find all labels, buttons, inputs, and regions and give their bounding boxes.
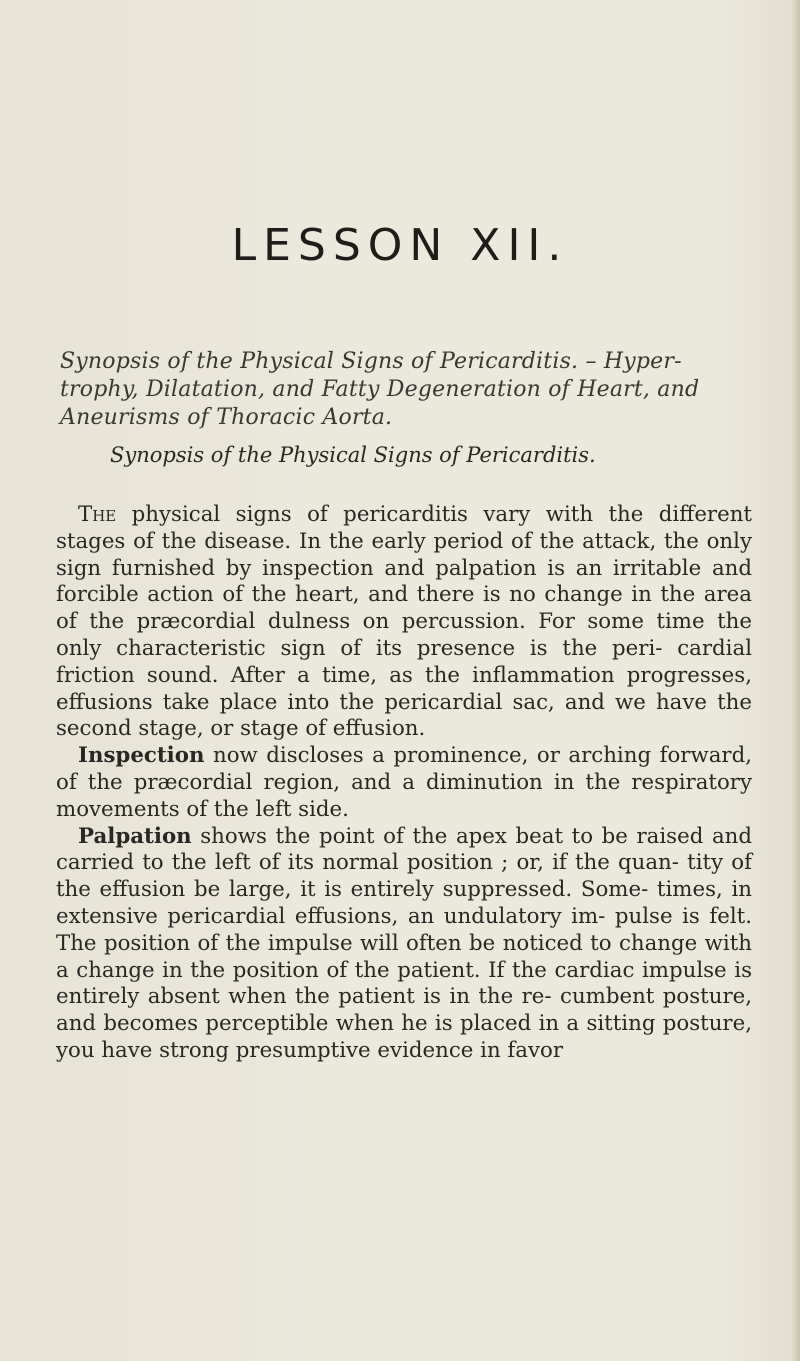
synopsis-header: Synopsis of the Physical Signs of Pericarditis. – Hyper- trophy, Dilatation, and Fatty Degeneration of Heart, and Aneurisms of Thoracic Aorta. (60, 349, 700, 430)
paragraph-lead: Inspection (78, 743, 205, 769)
paragraph-palpation (56, 824, 752, 1065)
paragraph-lead: Palpation (78, 823, 192, 849)
paragraph-text: shows the point of the apex beat to be raised and carried to the left of its normal position ; or, if the quan- tity of the effusion be large, it is entirely suppressed. Some- times, in extensive pericardial effusions, an undulatory im- pulse is felt. The position of the impulse will often be noticed to change with a change in the position of the patient. If the cardiac impulse is entirely absent when the patient is in the re- cumbent posture, and becomes perceptible when he is placed in a sitting posture, you have strong presumptive evidence in favor (56, 823, 752, 1063)
paragraph-lead: The (78, 502, 117, 527)
paragraph-text: physical signs of pericarditis vary with the different stages of the disease. In the early period of the attack, the only sign furnished by inspection and palpation is an irritable and forcible action of the heart, and there is no change in the area of the præcordial dulness on percussion. For some time the only characteristic sign of its presence is the peri- cardial friction sound. After a time, as the inflammation progresses, effusions take place into the pericardial sac, and we have the second stage, or stage of effusion. (56, 502, 752, 742)
paragraph-intro (56, 502, 752, 743)
paragraph-text: now discloses a prominence, or arching forward, of the præcordial region, and a diminution in the respiratory movements of the left side. (56, 743, 752, 822)
lesson-title: LESSON XII. (231, 220, 569, 271)
section-heading: Synopsis of the Physical Signs of Pericarditis. (110, 443, 596, 467)
paragraph-inspection (56, 743, 752, 823)
body-text (56, 502, 752, 1065)
page-edge (790, 0, 800, 1361)
